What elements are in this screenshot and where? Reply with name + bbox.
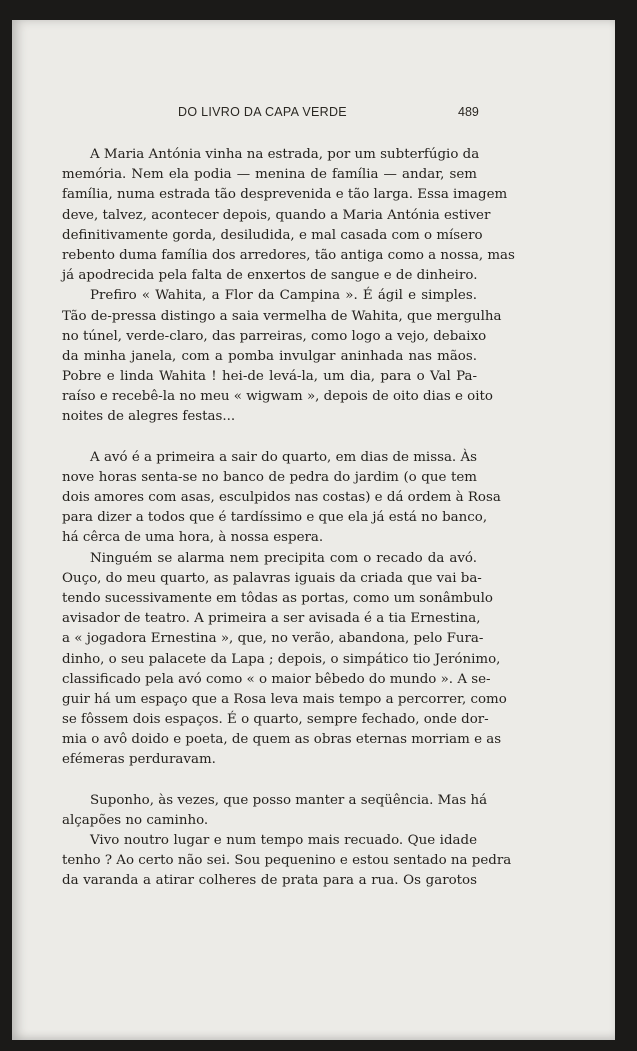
text-line: rebento duma família dos arredores, tão antiga como a nossa, mas xyxy=(62,247,515,263)
text-line: para dizer a todos que é tardíssimo e que ela já está no banco, xyxy=(62,510,488,526)
paragraph xyxy=(62,145,515,286)
text-line: mia o avô doido e poeta, de quem as obras eternas morriam e as xyxy=(62,732,502,748)
text-line: Vivo noutro lugar e num tempo mais recuado. Que idade xyxy=(90,833,477,848)
text-line: há cêrca de uma hora, à nossa espera. xyxy=(62,530,324,546)
page-header xyxy=(12,105,615,125)
paragraph-gap xyxy=(62,771,477,791)
text-line: Pobre e linda Wahita ! hei-de levá-la, um dia, para o Val Pa- xyxy=(62,369,477,385)
text-line: da minha janela, com a pomba invulgar aninhada nas mãos. xyxy=(62,348,477,364)
text-line: definitivamente gorda, desiludida, e mal casada com o mísero xyxy=(62,227,483,243)
text-line: Prefiro « Wahita, a Flor da Campina ». É ágil e simples. xyxy=(90,288,477,304)
text-line: já apodrecida pela falta de enxertos de sangue e de dinheiro. xyxy=(62,268,478,284)
body-text xyxy=(62,145,515,892)
text-line: Ouço, do meu quarto, as palavras iguais da criada que vai ba- xyxy=(62,570,482,586)
text-line: família, numa estrada tão desprevenida e tão larga. Essa imagem xyxy=(62,187,508,203)
text-line: alçapões no caminho. xyxy=(62,812,209,828)
text-line: raíso e recebê-la no meu « wigwam », depois de oito dias e oito xyxy=(62,389,493,405)
text-line: se fôssem dois espaços. É o quarto, sempre fechado, onde dor- xyxy=(62,712,489,728)
text-line: dinho, o seu palacete da Lapa ; depois, o simpático tio Jerónimo, xyxy=(62,651,501,667)
paragraph xyxy=(62,831,512,892)
paragraph xyxy=(62,791,488,831)
text-line: Suponho, às vezes, que posso manter a seqüência. Mas há xyxy=(90,792,488,808)
paragraph xyxy=(62,549,507,771)
text-line: A Maria Antónia vinha na estrada, por um subterfúgio da xyxy=(90,147,480,162)
text-line: memória. Nem ela podia — menina de família — andar, sem xyxy=(62,167,477,183)
text-line: deve, talvez, acontecer depois, quando a Maria Antónia estiver xyxy=(62,207,491,223)
text-line: da varanda a atirar colheres de prata para a rua. Os garotos xyxy=(62,873,477,889)
text-line: Tão de-pressa distingo a saia vermelha de Wahita, que mergulha xyxy=(62,308,502,324)
text-line: a « jogadora Ernestina », que, no verão, abandona, pelo Fura- xyxy=(62,631,484,647)
paragraph-gap xyxy=(62,428,477,448)
text-line: noites de alegres festas... xyxy=(62,409,236,425)
text-line: A avó é a primeira a sair do quarto, em dias de missa. Às xyxy=(90,449,477,465)
text-line: classificado pela avó como « o maior bêbedo do mundo ». A se- xyxy=(62,671,491,687)
page-number: 489 xyxy=(458,105,479,119)
running-title: DO LIVRO DA CAPA VERDE xyxy=(178,105,347,119)
text-line: tendo sucessivamente em tôdas as portas, como um sonâmbulo xyxy=(62,590,493,606)
text-line: tenho ? Ao certo não sei. Sou pequenino e estou sentado na pedra xyxy=(62,853,512,869)
text-line: efémeras perduravam. xyxy=(62,752,216,768)
paragraph xyxy=(62,448,501,549)
text-line: dois amores com asas, esculpidos nas costas) e dá ordem à Rosa xyxy=(62,490,501,505)
text-line: Ninguém se alarma nem precipita com o recado da avó. xyxy=(90,550,477,566)
text-line: nove horas senta-se no banco de pedra do jardim (o que tem xyxy=(62,469,477,485)
text-line: no túnel, verde-claro, das parreiras, como logo a vejo, debaixo xyxy=(62,328,487,344)
text-line: avisador de teatro. A primeira a ser avisada é a tia Ernestina, xyxy=(62,611,481,627)
book-page xyxy=(12,20,615,1040)
text-line: guir há um espaço que a Rosa leva mais tempo a percorrer, como xyxy=(62,691,507,707)
paragraph xyxy=(62,286,502,427)
